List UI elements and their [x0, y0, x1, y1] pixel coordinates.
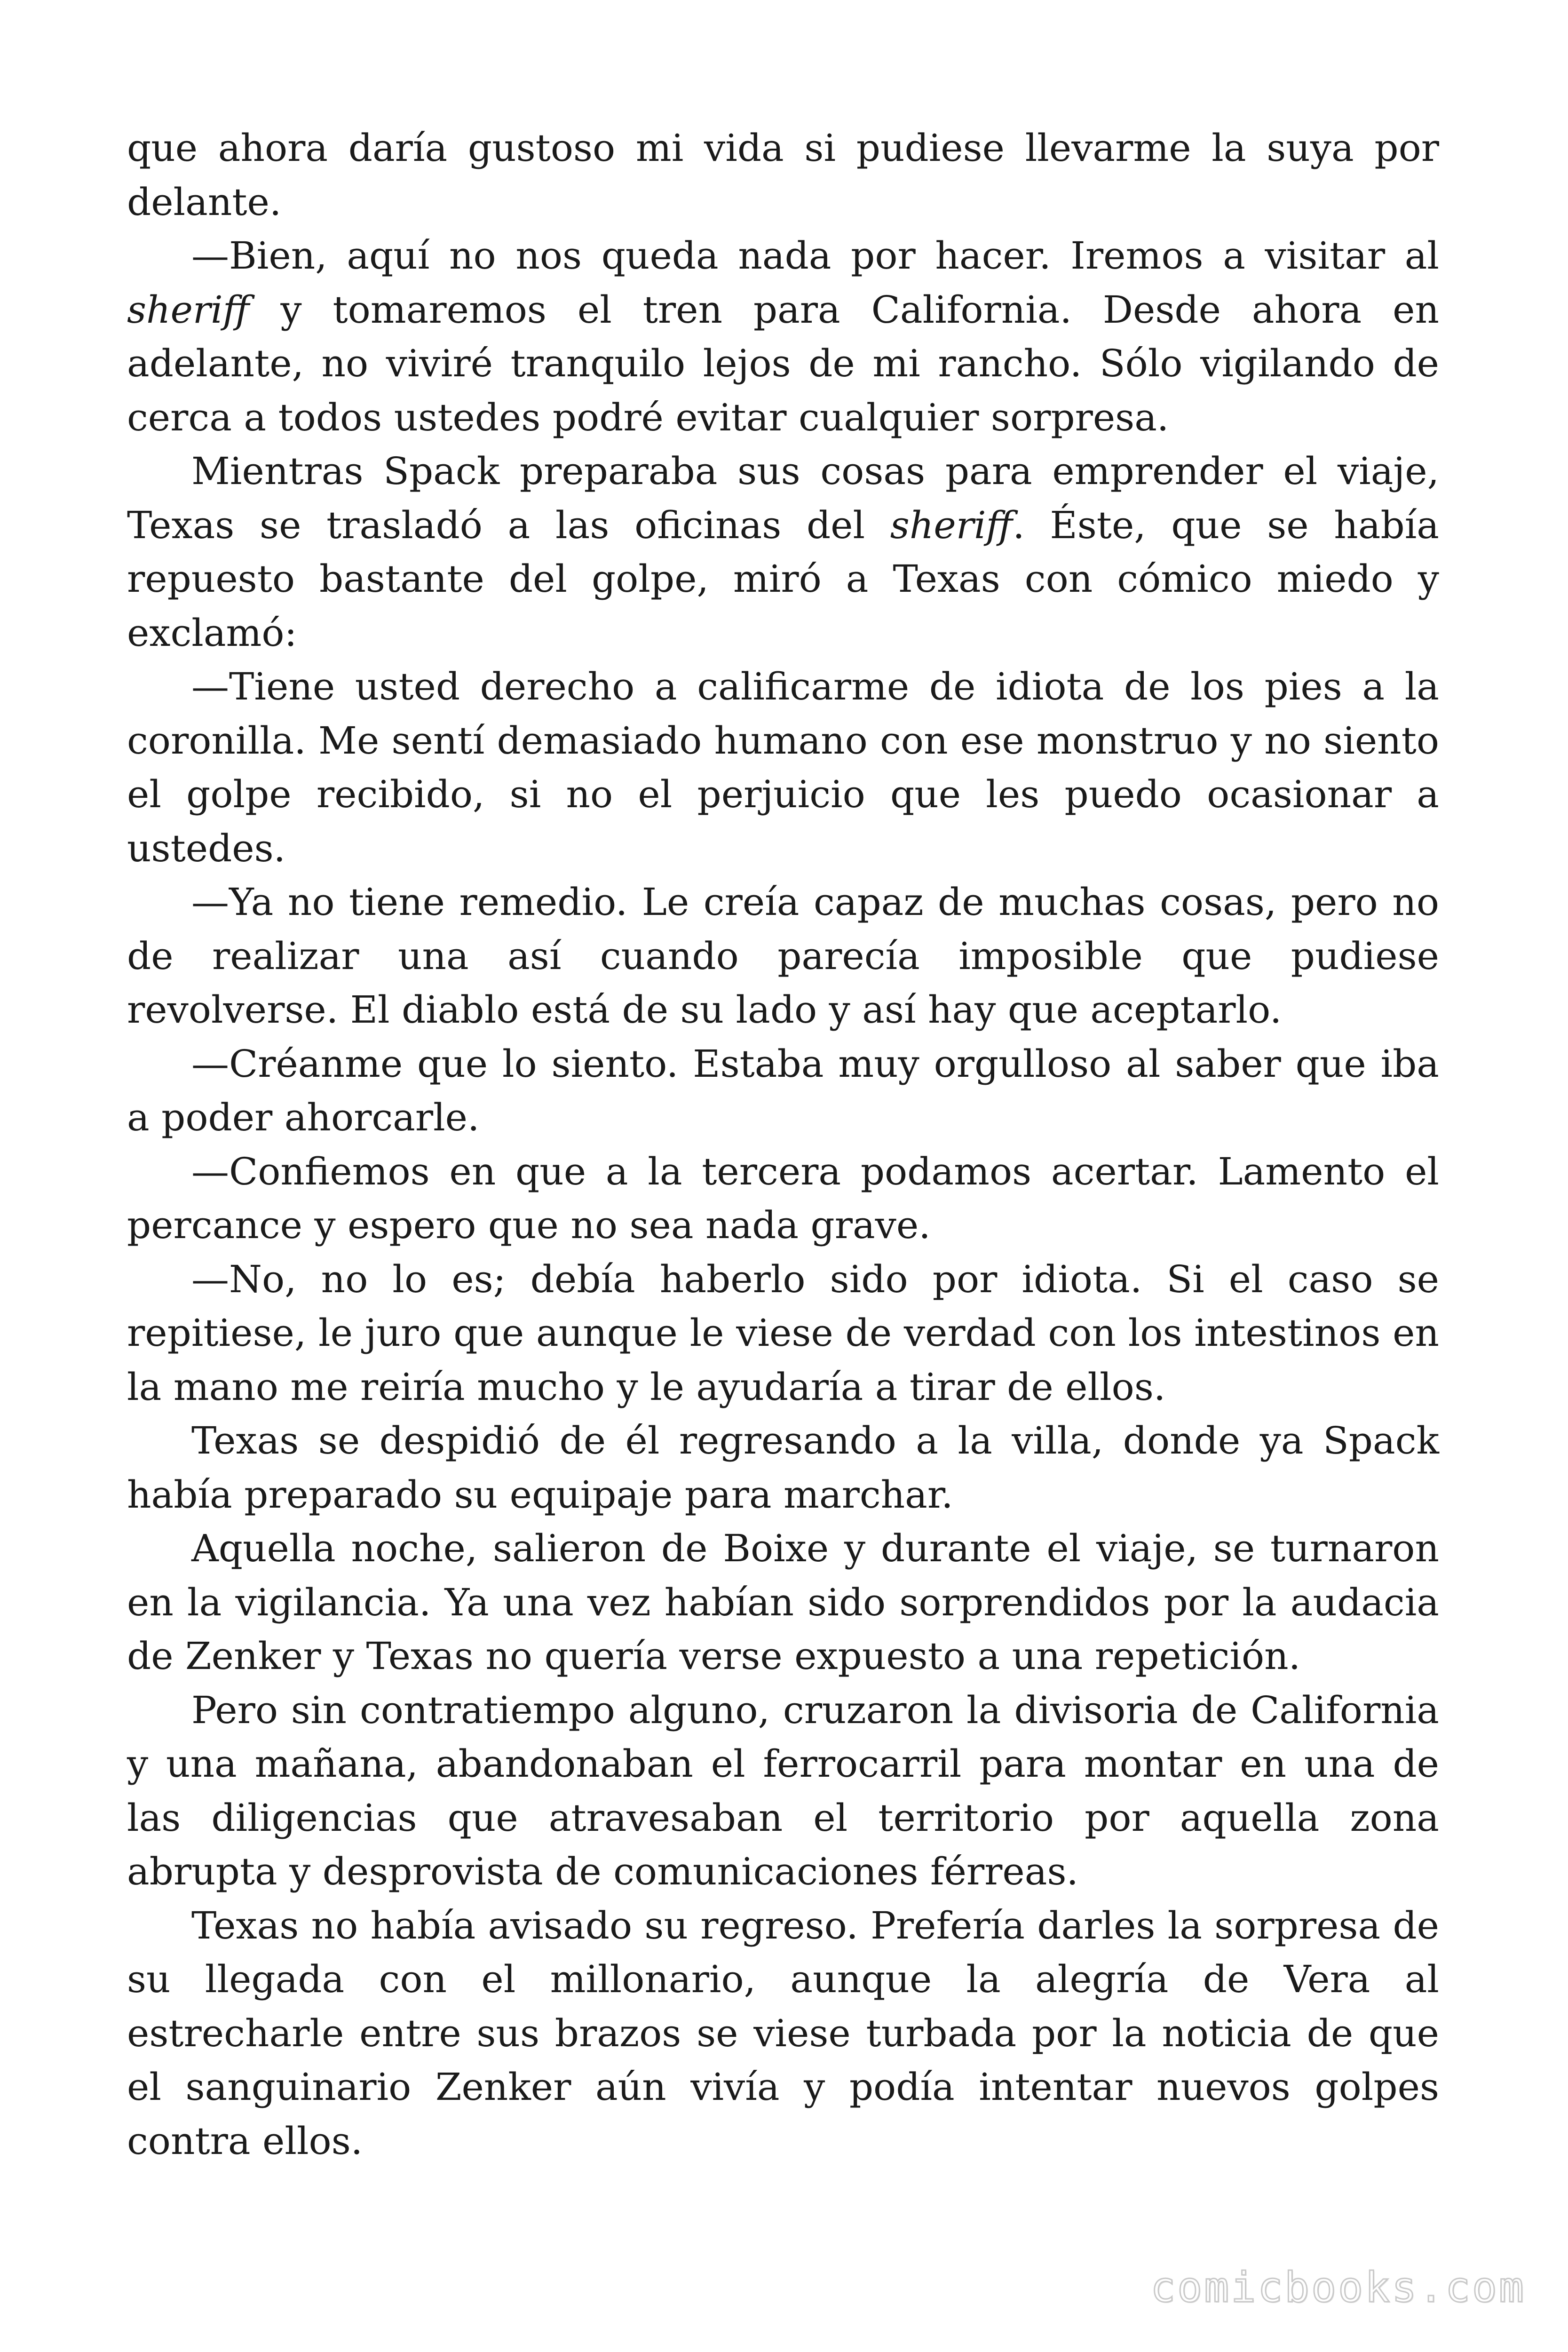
- paragraph: [127, 1522, 1439, 1684]
- text-run: —Créanme que lo siento. Estaba muy orgulloso al saber que iba a poder ahorcarle.: [127, 1041, 1439, 1139]
- text-run: Texas no había avisado su regreso. Prefería darles la sorpresa de su llegada con el millonario, aunque la alegría de Vera al estrecharle entre sus brazos se viese turbada por la noticia de que el sanguinario Zenker aún vivía y podía intentar nuevos golpes contra ellos.: [127, 1903, 1439, 2163]
- text-run: Texas se despidió de él regresando a la villa, donde ya Spack había preparado su equipaje para marchar.: [127, 1419, 1439, 1517]
- italic-term: sheriff: [890, 503, 1013, 547]
- body-text: [127, 121, 1439, 2168]
- text-run: —Tiene usted derecho a calificarme de idiota de los pies a la coronilla. Me sentí demasiado humano con ese monstruo y no siento el golpe recibido, si no el perjuicio que les puedo ocasionar a ustedes.: [127, 665, 1439, 870]
- paragraph: [127, 1414, 1439, 1522]
- text-run: —Ya no tiene remedio. Le creía capaz de muchas cosas, pero no de realizar una así cuando parecía imposible que pudiese revolverse. El diablo está de su lado y así hay que aceptarlo.: [127, 880, 1439, 1032]
- paragraph: [127, 121, 1439, 229]
- paragraph: [127, 1037, 1439, 1145]
- text-run: Pero sin contratiempo alguno, cruzaron la divisoria de California y una mañana, abandonaban el ferrocarril para montar en una de las diligencias que atravesaban el territorio por aquella zona abrupta y desprovista de comunicaciones férreas.: [127, 1688, 1439, 1893]
- paragraph: [127, 875, 1439, 1037]
- text-run: —Confiemos en que a la tercera podamos acertar. Lamento el percance y espero que no sea nada grave.: [127, 1149, 1439, 1247]
- paragraph: [127, 1253, 1439, 1414]
- paragraph: [127, 660, 1439, 875]
- watermark: comicbooks.com: [1150, 2263, 1526, 2312]
- text-run: . Éste, que se había repuesto bastante del golpe, miró a Texas con cómico miedo y exclamó:: [127, 503, 1439, 655]
- paragraph: [127, 1899, 1439, 2169]
- text-run: —Bien, aquí no nos queda nada por hacer. Iremos a visitar al: [191, 234, 1439, 278]
- text-run: que ahora daría gustoso mi vida si pudiese llevarme la suya por delante.: [127, 126, 1439, 224]
- paragraph: [127, 229, 1439, 445]
- italic-term: sheriff: [127, 287, 250, 332]
- text-run: Mientras Spack preparaba sus cosas para emprender el viaje, Texas se trasladó a las oficinas del: [127, 449, 1439, 547]
- text-run: —No, no lo es; debía haberlo sido por idiota. Si el caso se repitiese, le juro que aunque le viese de verdad con los intestinos en la mano me reiría mucho y le ayudaría a tirar de ellos.: [127, 1257, 1439, 1409]
- text-run: Aquella noche, salieron de Boixe y durante el viaje, se turnaron en la vigilancia. Ya una vez habían sido sorprendidos por la audacia de Zenker y Texas no quería verse expuesto a una repetición.: [127, 1526, 1439, 1678]
- paragraph: [127, 445, 1439, 660]
- paragraph: [127, 1684, 1439, 1899]
- text-run: y tomaremos el tren para California. Desde ahora en adelante, no viviré tranquilo lejos de mi rancho. Sólo vigilando de cerca a todos ustedes podré evitar cualquier sorpresa.: [127, 287, 1439, 439]
- paragraph: [127, 1145, 1439, 1253]
